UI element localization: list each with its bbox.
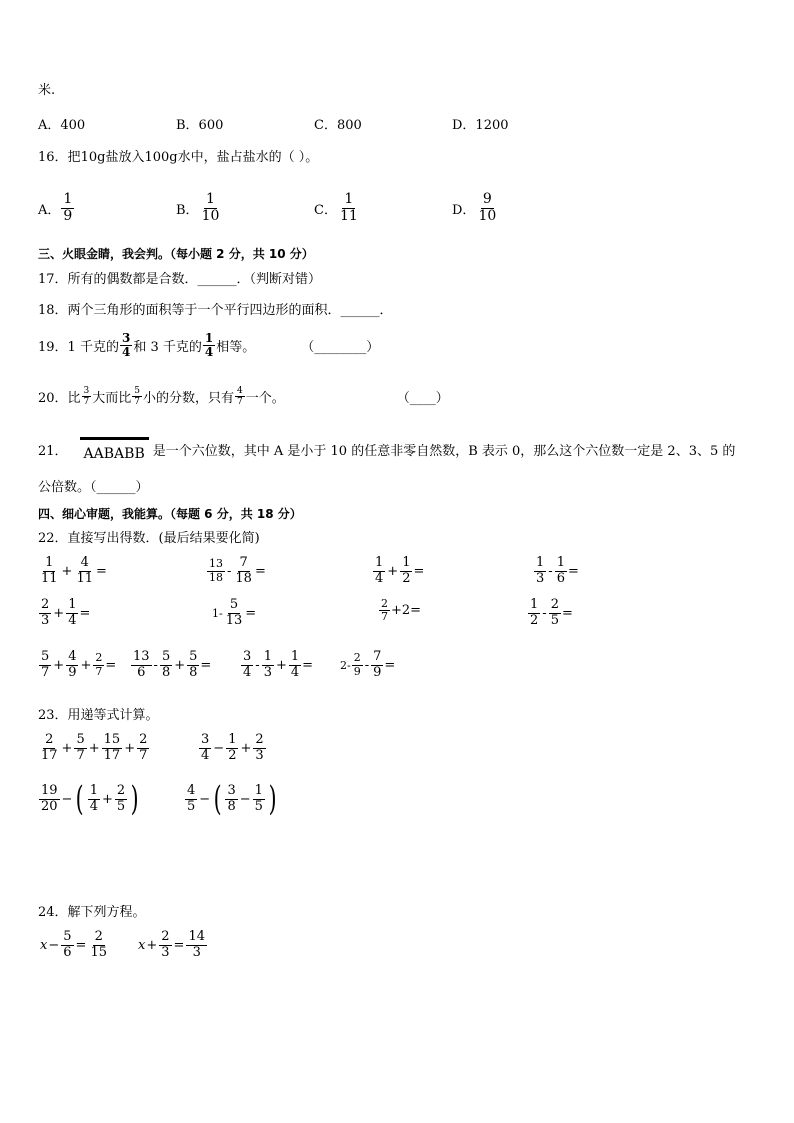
- denominator: 4: [204, 345, 214, 360]
- fraction: [160, 650, 172, 680]
- denominator: 3: [41, 612, 50, 628]
- denominator: 5: [550, 612, 559, 628]
- denominator: 10: [478, 207, 497, 224]
- fraction: [262, 650, 274, 680]
- denominator: 3: [255, 747, 264, 763]
- q16-value-salt: 10g: [80, 150, 106, 165]
- denominator: 11: [41, 570, 58, 586]
- q21: [38, 437, 735, 462]
- numerator: 5: [41, 649, 50, 664]
- variable-x: x: [138, 937, 146, 953]
- q22-r1-item-4: [533, 556, 579, 586]
- operator: +: [53, 605, 65, 621]
- q22-r1-item-3: [372, 556, 424, 586]
- numerator: 1: [402, 555, 411, 570]
- numerator: 5: [161, 649, 171, 664]
- denominator: 7: [41, 664, 50, 680]
- fraction: [225, 784, 237, 814]
- q19-text-3: 相等。: [216, 340, 256, 356]
- numerator: 1: [254, 782, 263, 798]
- denominator: 8: [161, 664, 171, 680]
- equals: =: [79, 605, 91, 621]
- denominator: 4: [375, 570, 384, 586]
- q23-expr-4: [184, 779, 279, 819]
- right-paren: ): [130, 779, 139, 819]
- right-paren: ): [268, 779, 277, 819]
- fraction: [289, 650, 301, 680]
- fraction: [39, 650, 51, 680]
- operator: -: [542, 605, 547, 621]
- q15-option-c: C．800: [314, 118, 362, 133]
- numerator: 5: [76, 732, 85, 747]
- fraction: [379, 598, 390, 624]
- operator: +: [80, 657, 92, 673]
- fraction: [253, 733, 265, 763]
- q15-tail: 米.: [38, 83, 56, 98]
- fraction: [187, 650, 199, 680]
- equals: =: [75, 937, 87, 953]
- q16-option-c: [314, 192, 361, 224]
- numerator: 2: [94, 929, 103, 944]
- numerator: 3: [83, 386, 90, 396]
- fraction: [185, 784, 197, 814]
- denominator: 10: [201, 207, 220, 224]
- fraction: [39, 598, 51, 628]
- fraction: [102, 733, 123, 763]
- operator: -: [227, 563, 232, 579]
- denominator: 7: [237, 397, 243, 408]
- denominator: 7: [381, 610, 388, 624]
- denominator: 4: [290, 664, 300, 680]
- equals: =: [173, 937, 185, 953]
- q22-r2-item-1: [38, 598, 90, 628]
- operator: +: [102, 791, 113, 807]
- denominator: 11: [76, 570, 93, 586]
- denominator: 5: [254, 798, 263, 814]
- denominator: 4: [243, 664, 252, 680]
- numerator: 1: [228, 732, 237, 747]
- denominator: 5: [187, 798, 196, 814]
- numerator: 1: [68, 597, 77, 612]
- numerator: 2: [550, 597, 559, 612]
- operator: −: [199, 791, 211, 807]
- prefix: 1-: [212, 606, 223, 620]
- q22-r1-item-1: [38, 556, 107, 586]
- q19-text-2: 和 3 千克的: [133, 340, 202, 356]
- q16-text-b: 盐放入: [105, 150, 145, 165]
- q21-overlined-number: AABABB: [80, 437, 149, 462]
- q22-r2-item-2: [212, 598, 256, 628]
- denominator: 4: [121, 345, 131, 360]
- q15-option-b: B．600: [176, 118, 224, 133]
- option-label: D．: [452, 202, 476, 218]
- option-label: C．: [314, 202, 337, 218]
- operator: −: [239, 791, 251, 807]
- fraction: [200, 192, 222, 224]
- numerator: 1: [206, 191, 215, 207]
- equals: =: [384, 657, 396, 673]
- numerator: 2: [41, 597, 50, 612]
- denominator: 7: [83, 397, 90, 408]
- q16-text-c: 水中，盐占盐水的（ ）。: [177, 150, 319, 165]
- q19-text-1: 19．1 千克的: [38, 340, 119, 356]
- q20-answer-blank[interactable]: （____）: [396, 391, 449, 407]
- equals: =: [245, 605, 257, 621]
- section-3-heading: 三、火眼金睛，我会判。（每小题 2 分，共 10 分）: [38, 247, 314, 261]
- numerator: 1: [344, 191, 354, 207]
- q16-value-water: 100g: [144, 150, 178, 165]
- fraction: [528, 598, 540, 628]
- fraction: [371, 650, 383, 680]
- numerator: 2: [95, 651, 103, 665]
- equals: =: [254, 563, 266, 579]
- q21-continued: 公倍数。（______）: [38, 480, 149, 495]
- q24-equation-2: [138, 930, 208, 960]
- operator: -: [255, 657, 260, 673]
- q22-title: 22．直接写出得数．(最后结果要化简): [38, 531, 260, 546]
- fraction: [88, 784, 100, 814]
- q19: [38, 332, 379, 360]
- numerator: 4: [80, 555, 89, 570]
- operator: +: [387, 563, 399, 579]
- fraction: [132, 386, 142, 407]
- q18: 18．两个三角形的面积等于一个平行四边形的面积．______．: [38, 303, 393, 318]
- numerator: 1: [556, 555, 565, 570]
- fraction: [253, 784, 265, 814]
- fraction: [39, 733, 60, 763]
- numerator: 1: [63, 191, 73, 207]
- numerator: 15: [103, 732, 121, 747]
- numerator: 13: [133, 649, 150, 664]
- denominator: 6: [63, 944, 72, 960]
- numerator: 14: [188, 929, 205, 944]
- q22-r3-item-4: [340, 650, 395, 680]
- numerator: 4: [68, 649, 77, 664]
- denominator: 7: [134, 397, 141, 408]
- operator: -: [153, 657, 158, 673]
- operator: +: [53, 657, 65, 673]
- operator: +: [124, 740, 136, 756]
- operator: +: [174, 657, 186, 673]
- fraction: [39, 784, 60, 814]
- denominator: 2: [402, 570, 411, 586]
- denominator: 2: [228, 747, 237, 763]
- fraction: [93, 652, 104, 678]
- denominator: 8: [189, 664, 198, 680]
- fraction: [61, 192, 74, 224]
- fraction: [233, 556, 254, 586]
- q23-expr-2: [198, 733, 267, 763]
- q22-r2-item-3: [378, 598, 421, 624]
- numerator: 1: [263, 649, 272, 664]
- numerator: 4: [187, 782, 196, 798]
- denominator: 3: [161, 944, 170, 960]
- denominator: 17: [41, 747, 58, 763]
- suffix: +2=: [391, 603, 422, 619]
- fraction: [159, 930, 171, 960]
- denominator: 6: [137, 664, 146, 680]
- numerator: 19: [41, 782, 58, 798]
- denominator: 17: [103, 747, 121, 763]
- fraction: [115, 784, 127, 814]
- option-label: A．: [38, 202, 61, 218]
- q22-r1-item-2: [206, 556, 266, 586]
- equals: =: [413, 563, 425, 579]
- q21-number: 21．: [38, 444, 68, 459]
- denominator: 8: [227, 798, 236, 814]
- numerator: 2: [255, 732, 264, 747]
- fraction: [534, 556, 546, 586]
- numerator: 5: [134, 386, 141, 396]
- denominator: 4: [89, 798, 98, 814]
- option-label: B．: [176, 202, 199, 218]
- denominator: 2: [530, 612, 539, 628]
- fraction: [373, 556, 385, 586]
- fraction: [338, 192, 360, 224]
- denominator: 6: [556, 570, 565, 586]
- numerator: 1: [45, 555, 54, 570]
- q19-answer-blank[interactable]: （________）: [301, 340, 380, 356]
- fraction: [476, 192, 498, 224]
- fraction: [186, 930, 207, 960]
- fraction: [549, 598, 561, 628]
- numerator: 2: [381, 597, 388, 610]
- fraction: [120, 332, 132, 360]
- denominator: 9: [373, 664, 382, 680]
- left-paren: (: [76, 779, 85, 819]
- fraction: [224, 598, 245, 628]
- q22-r3-item-1: [38, 650, 116, 680]
- operator: +: [146, 937, 158, 953]
- q20-text-3: 小的分数，只有: [143, 391, 235, 407]
- fraction: [131, 650, 152, 680]
- operator: -: [364, 657, 370, 673]
- operator: +: [61, 563, 73, 579]
- q23-title: 23．用递等式计算。: [38, 708, 159, 723]
- q16-question: [38, 149, 318, 167]
- numerator: 2: [116, 782, 126, 798]
- numerator: 1: [536, 555, 545, 570]
- fraction: [39, 556, 60, 586]
- operator: −: [48, 937, 60, 953]
- numerator: 3: [243, 649, 252, 664]
- q16-text-a: 把: [67, 150, 81, 165]
- fraction: [207, 558, 225, 584]
- denominator: 9: [353, 664, 361, 678]
- denominator: 18: [209, 570, 223, 584]
- denominator: 9: [63, 207, 73, 224]
- prefix: 2-: [340, 658, 351, 672]
- q20: [38, 386, 449, 407]
- denominator: 3: [263, 664, 272, 680]
- numerator: 1: [204, 331, 214, 345]
- fraction: [137, 733, 149, 763]
- denominator: 3: [192, 944, 201, 960]
- denominator: 20: [41, 798, 58, 814]
- numerator: 5: [229, 597, 239, 612]
- operator: +: [88, 740, 100, 756]
- operator: −: [213, 740, 225, 756]
- fraction: [400, 556, 412, 586]
- fraction: [88, 930, 109, 960]
- left-paren: (: [213, 779, 222, 819]
- denominator: 4: [68, 612, 77, 628]
- fraction: [203, 332, 215, 360]
- equals: =: [302, 657, 314, 673]
- q23-expr-1: [38, 733, 150, 763]
- numerator: 7: [373, 649, 382, 664]
- numerator: 1: [290, 649, 300, 664]
- equals: =: [105, 657, 117, 673]
- operator: +: [61, 740, 73, 756]
- q24-title: 24．解下列方程。: [38, 905, 146, 920]
- q22-r2-item-4: [527, 598, 573, 628]
- fraction: [66, 598, 78, 628]
- equals: =: [200, 657, 212, 673]
- denominator: 7: [76, 747, 85, 763]
- fraction: [66, 650, 78, 680]
- q21-text: 是一个六位数，其中 A 是小于 10 的任意非零自然数，B 表示 0，那么这个六位数一定是 2、3、5 的: [152, 444, 736, 459]
- fraction: [555, 556, 567, 586]
- equals: =: [561, 605, 573, 621]
- operator: +: [240, 740, 252, 756]
- numerator: 1: [375, 555, 384, 570]
- numerator: 5: [189, 649, 198, 664]
- q20-text-1: 20．比: [38, 391, 81, 407]
- q15-option-d: D．1200: [452, 118, 509, 133]
- q16-option-d: [452, 192, 499, 224]
- equals: =: [567, 563, 579, 579]
- q22-r3-item-3: [240, 650, 313, 680]
- denominator: 11: [339, 207, 358, 224]
- q17: 17．所有的偶数都是合数．______．（判断对错）: [38, 272, 322, 287]
- numerator: 2: [161, 929, 170, 944]
- denominator: 13: [225, 612, 243, 628]
- fraction: [74, 556, 95, 586]
- denominator: 4: [201, 747, 210, 763]
- fraction: [235, 386, 245, 407]
- fraction: [226, 733, 238, 763]
- q22-r3-item-2: [130, 650, 211, 680]
- numerator: 2: [139, 732, 148, 747]
- numerator: 7: [239, 555, 248, 570]
- numerator: 1: [530, 597, 539, 612]
- q16-number: 16．: [38, 150, 68, 165]
- operator: −: [61, 791, 73, 807]
- q16-option-b: [176, 192, 222, 224]
- numerator: 5: [63, 929, 72, 944]
- numerator: 13: [209, 557, 223, 571]
- numerator: 2: [45, 732, 54, 747]
- operator: +: [275, 657, 287, 673]
- denominator: 5: [116, 798, 126, 814]
- fraction: [74, 733, 86, 763]
- fraction: [82, 386, 92, 407]
- fraction: [61, 930, 73, 960]
- numerator: 1: [89, 782, 98, 798]
- fraction: [352, 652, 363, 678]
- fraction: [241, 650, 253, 680]
- q16-option-a: [38, 192, 75, 224]
- denominator: 15: [90, 944, 107, 960]
- q23-expr-3: [38, 779, 141, 819]
- q15-option-a: A．400: [38, 118, 86, 133]
- operator: -: [548, 563, 553, 579]
- q20-text-4: 一个。: [245, 391, 285, 407]
- denominator: 9: [68, 664, 77, 680]
- numerator: 2: [353, 651, 361, 665]
- section-4-heading: 四、细心审题，我能算。（每题 6 分，共 18 分）: [38, 507, 302, 521]
- numerator: 4: [237, 386, 243, 396]
- equals: =: [96, 563, 107, 579]
- variable-x: x: [40, 937, 48, 953]
- numerator: 9: [482, 191, 492, 207]
- q24-equation-1: [40, 930, 110, 960]
- fraction: [199, 733, 211, 763]
- numerator: 3: [121, 331, 131, 345]
- q20-text-2: 大而比: [92, 391, 132, 407]
- denominator: 18: [235, 570, 252, 586]
- numerator: 3: [201, 732, 210, 747]
- numerator: 3: [227, 782, 236, 798]
- denominator: 3: [536, 570, 545, 586]
- denominator: 7: [95, 664, 103, 678]
- denominator: 7: [139, 747, 148, 763]
